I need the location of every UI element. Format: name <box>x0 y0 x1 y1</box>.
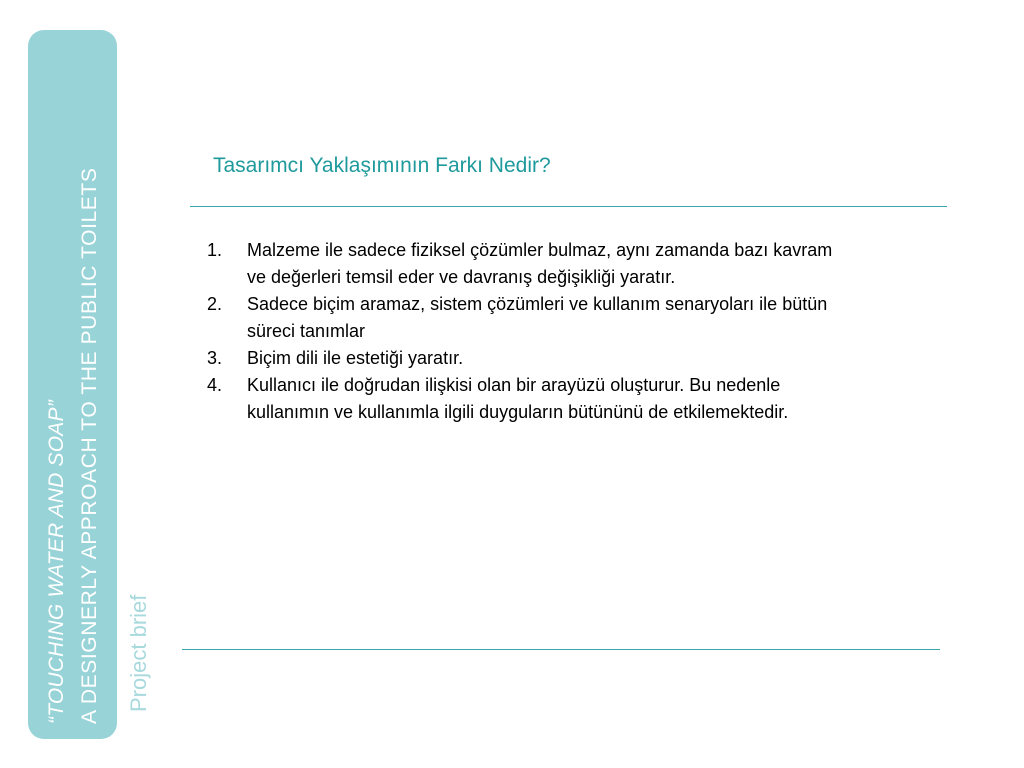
sidebar-title-line-1: “TOUCHING WATER AND SOAP” <box>45 400 68 724</box>
list-item-text: Malzeme ile sadece fiziksel çözümler bulmaz, aynı zamanda bazı kavram ve değerleri temsil eder ve davranış değişikliği yaratır. <box>247 240 833 287</box>
list-item <box>207 237 887 291</box>
bottom-divider <box>182 649 940 650</box>
sidebar-title-line-2: A DESIGNERLY APPROACH TO THE PUBLIC TOILETS <box>78 167 101 724</box>
list-item-number: 2. <box>207 294 223 314</box>
list-item <box>207 372 887 426</box>
section-label: Project brief <box>126 594 151 712</box>
list-item-number: 3. <box>207 348 223 368</box>
list-item-text: Sadece biçim aramaz, sistem çözümleri ve kullanım senaryoları ile bütün süreci tanımlar <box>247 294 828 341</box>
point-list <box>207 237 887 426</box>
list-item-number: 4. <box>207 375 223 395</box>
list-item-text: Biçim dili ile estetiği yaratır. <box>247 348 464 368</box>
list-item <box>207 291 887 345</box>
list-item-number: 1. <box>207 240 223 260</box>
list-item <box>207 345 887 372</box>
list-item-text: Kullanıcı ile doğrudan ilişkisi olan bir arayüzü oluşturur. Bu nedenle kullanımın ve kullanımla ilgili duyguların bütününü de etkilemektedir. <box>247 375 789 422</box>
top-divider <box>190 206 947 207</box>
sidebar-band <box>28 30 117 739</box>
page-title: Tasarımcı Yaklaşımının Farkı Nedir? <box>213 154 551 177</box>
